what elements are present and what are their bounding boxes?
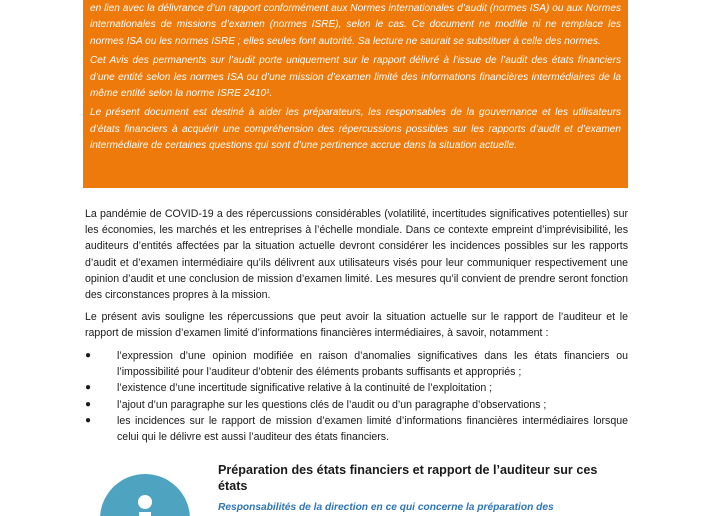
intro-paragraph xyxy=(85,206,628,303)
list-item xyxy=(85,380,628,396)
scope-paragraph-text: Le présent avis souligne les répercussions que peut avoir la situation actuelle sur le rapport de l’auditeur et le rapport de mission d’examen limité d’informations financières intermédiaires, à savoir, notamment : xyxy=(85,311,628,340)
bullet-icon: ● xyxy=(85,414,92,426)
impacts-list xyxy=(85,348,628,445)
bullet-icon: ● xyxy=(85,398,92,410)
bullet-icon: ● xyxy=(85,350,92,361)
list-item-text: l’existence d’une incertitude significative relative à la continuité de l’exploitation ; xyxy=(117,382,493,395)
list-item xyxy=(85,348,628,380)
list-item-text: l’ajout d’un paragraphe sur les questions clés de l’audit ou d’un paragraphe d’observations ; xyxy=(117,398,547,411)
list-item-text: les incidences sur le rapport de mission d’examen limité d’informations financières intermédiaires lorsque celui qui le délivre est aussi l’auditeur des états financiers. xyxy=(117,414,628,444)
list-item xyxy=(85,397,628,413)
list-item-text: l’expression d’une opinion modifiée en raison d’anomalies significatives dans les états financiers ou l’impossibilité pour l’auditeur d’obtenir des éléments probants suffisants et appropriés ; xyxy=(117,350,628,379)
info-icon xyxy=(100,474,190,516)
intro-paragraph-text: La pandémie de COVID-19 a des répercussions considérables (volatilité, incertitudes significatives potentielles) sur les économies, les marchés et les entreprises à l’échelle mondiale. Dans ce contexte empreint d’imprévisibilité, les auditeurs d’entités affectées par la situation actuelle devront considérer les incidences possibles sur les rapports d’audit et d’examen intermédiaire qu’ils délivrent aux utilisateurs visés pour leur communiquer respectivement une opinion d’audit et une conclusion de mission d’examen limité. Les mesures qu’il convient de prendre seront fonction des circonstances propres à la mission. xyxy=(85,208,628,302)
notice-paragraph: Le présent document est destiné à aider les préparateurs, les responsables de la gouvernance et les utilisateurs d’états financiers à acquérir une compréhension des répercussions possibles sur les rapports d’audit et d’examen intermédiaire de certaines questions qui sont d’une pertinence accrue dans la situation actuelle. xyxy=(90,107,621,152)
notice-paragraph: en lien avec la délivrance d’un rapport conformément aux Normes internationales d’audit (normes ISA) ou aux Normes internationales de missions d’examen (normes ISRE), selon le cas. Ce document ne modifie ni ne remplace les normes ISA ou les normes ISRE ; elles seules font autorité. Sa lecture ne saurait se substituer à celle des normes. xyxy=(90,3,621,47)
notice-box xyxy=(83,0,628,188)
scope-paragraph xyxy=(85,309,628,341)
section-subtitle: Responsabilités de la direction en ce qui concerne la préparation des xyxy=(218,502,554,513)
section-title: Préparation des états financiers et rapport de l’auditeur sur ces états xyxy=(218,463,598,493)
bullet-icon: ● xyxy=(85,382,92,394)
notice-paragraph: Cet Avis des permanents sur l’audit porte uniquement sur le rapport délivré à l’issue de l’audit des états financiers d’une entité selon les normes ISA ou d’une mission d’examen limité des informations financières intermédiaires de la même entité selon la norme ISRE 2410¹. xyxy=(90,55,621,100)
list-item xyxy=(85,413,628,445)
